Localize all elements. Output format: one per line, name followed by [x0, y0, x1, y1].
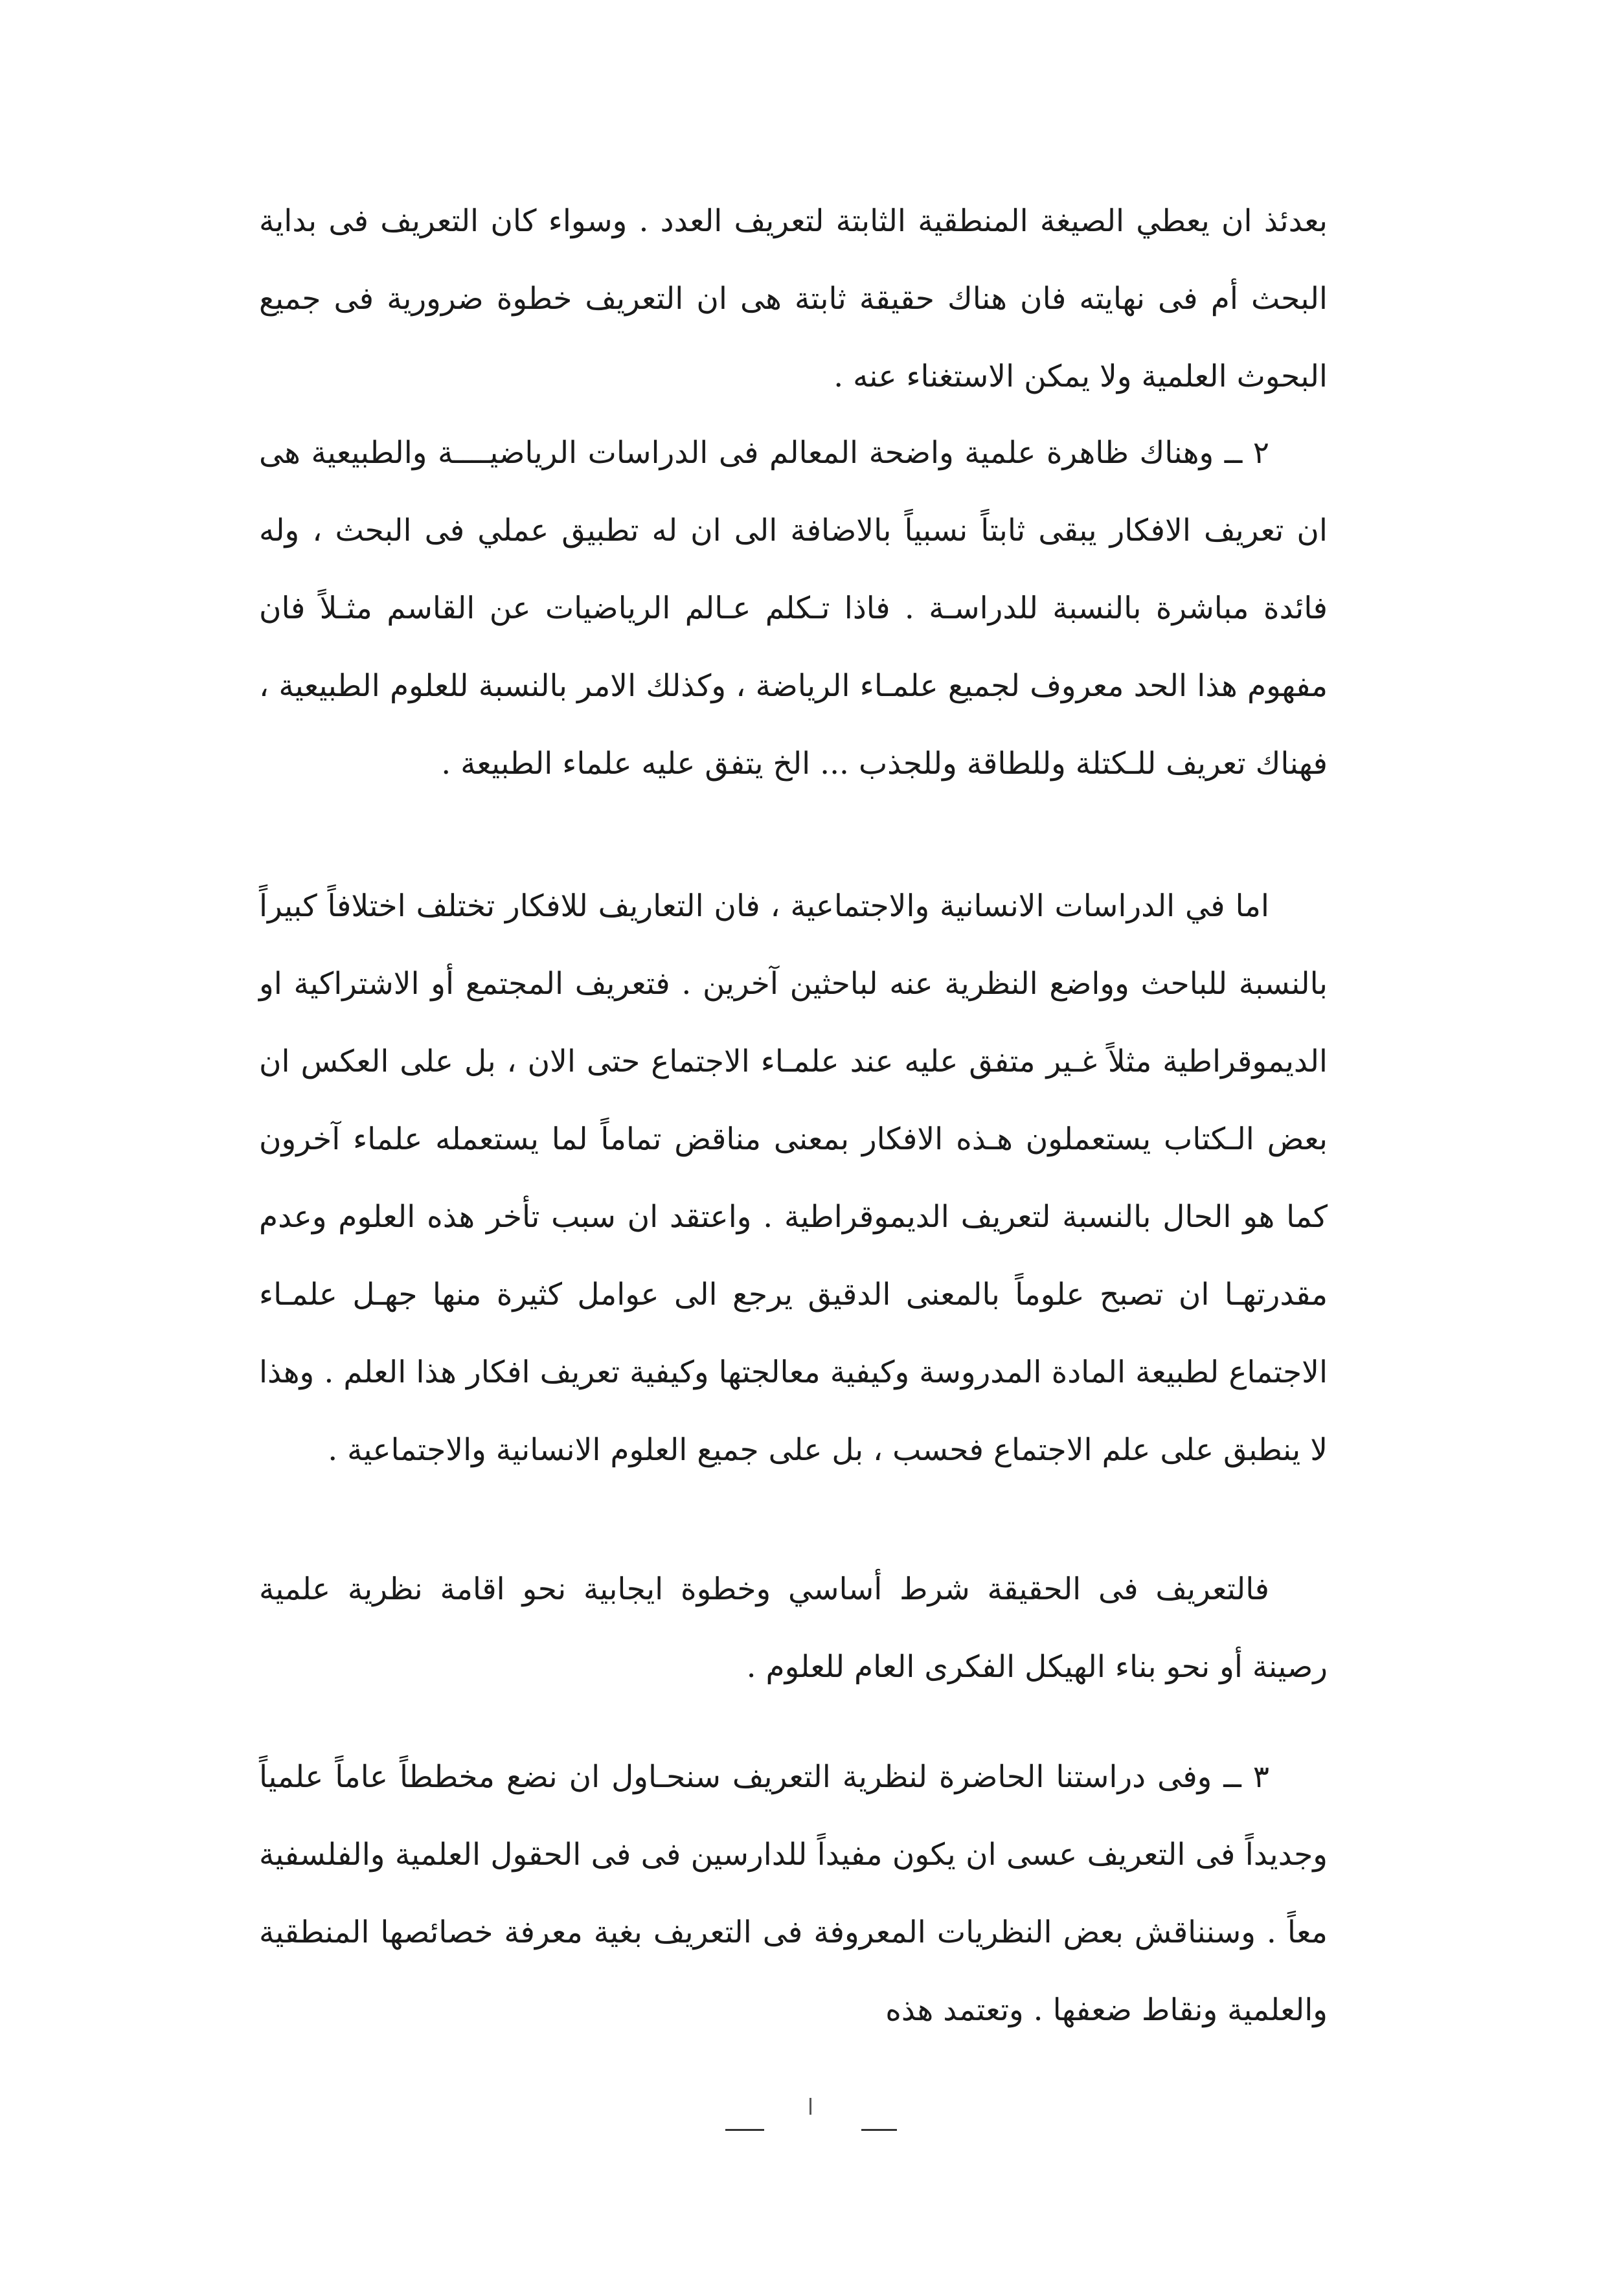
- page-footer-marks: [712, 2098, 907, 2169]
- footer-dash-right: [861, 2129, 897, 2131]
- paragraph-4-text: فالتعريف فى الحقيقة شرط أساسي وخطوة ايجابية نحو اقامة نظرية علمية رصينة أو نحو بناء الهيكل الفكرى العام للعلوم .: [259, 1571, 1328, 1685]
- paragraph-2-text: ٢ ــ وهناك ظاهرة علمية واضحة المعالم فى الدراسات الرياضيــــة والطبيعية هى ان تعريف الافكار يبقى ثابتاً نسبياً بالاضافة الى ان له تطبيق عملي فى البحث ، وله فائدة مباشرة بالنسبة للدراسـة . فاذا تـكلم عـالم الرياضيات عن القاسم مثـلاً فان مفهوم هذا الحد معروف لجميع علمـاء الرياضة ، وكذلك الامر بالنسبة للعلوم الطبيعية ، فهناك تعريف للـكتلة وللطاقة وللجذب ... الخ يتفق عليه علماء الطبيعة .: [259, 435, 1328, 782]
- paragraph-2: [259, 414, 1328, 803]
- paragraph-3-text: اما في الدراسات الانسانية والاجتماعية ، فان التعاريف للافكار تختلف اختلافاً كبيراً بالنسبة للباحث وواضع النظرية عنه لباحثين آخرين . فتعريف المجتمع أو الاشتراكية او الديموقراطية مثلاً غـير متفق عليه عند علمـاء الاجتماع حتى الان ، بل على العكس ان بعض الـكتاب يستعملون هـذه الافكار بمعنى مناقض تماماً لما يستعمله علماء آخرون كما هو الحال بالنسبة لتعريف الديموقراطية . واعتقد ان سبب تأخر هذه العلوم وعدم مقدرتهـا ان تصبح علوماً بالمعنى الدقيق يرجع الى عوامل كثيرة منها جهـل علمـاء الاجتماع لطبيعة المادة المدروسة وكيفية معالجتها وكيفية تعريف افكار هذا العلم . وهذا لا ينطبق على علم الاجتماع فحسب ، بل على جميع العلوم الانسانية والاجتماعية .: [259, 888, 1328, 1468]
- footer-tick-mark: [809, 2098, 811, 2115]
- paragraph-1: [259, 183, 1328, 416]
- paragraph-5-text: ٣ ــ وفى دراستنا الحاضرة لنظرية التعريف سنحـاول ان نضع مخططاً عاماً علمياً وجديداً فى التعريف عسى ان يكون مفيداً للدارسين فى فى الحقول العلمية والفلسفية معاً . وسنناقش بعض النظريات المعروفة فى التعريف بغية معرفة خصائصها المنطقية والعلمية ونقاط ضعفها . وتعتمد هذه: [259, 1759, 1328, 2028]
- footer-dash-left: [725, 2129, 764, 2131]
- paragraph-3: [259, 868, 1328, 1489]
- paragraph-1-text: بعدئذ ان يعطي الصيغة المنطقية الثابتة لتعريف العدد . وسواء كان التعريف فى بداية البحث أم فى نهايته فان هناك حقيقة ثابتة هى ان التعريف خطوة ضرورية فى جميع البحوث العلمية ولا يمكن الاستغناء عنه .: [259, 203, 1328, 394]
- paragraph-5: [259, 1739, 1328, 2049]
- paragraph-4: [259, 1551, 1328, 1706]
